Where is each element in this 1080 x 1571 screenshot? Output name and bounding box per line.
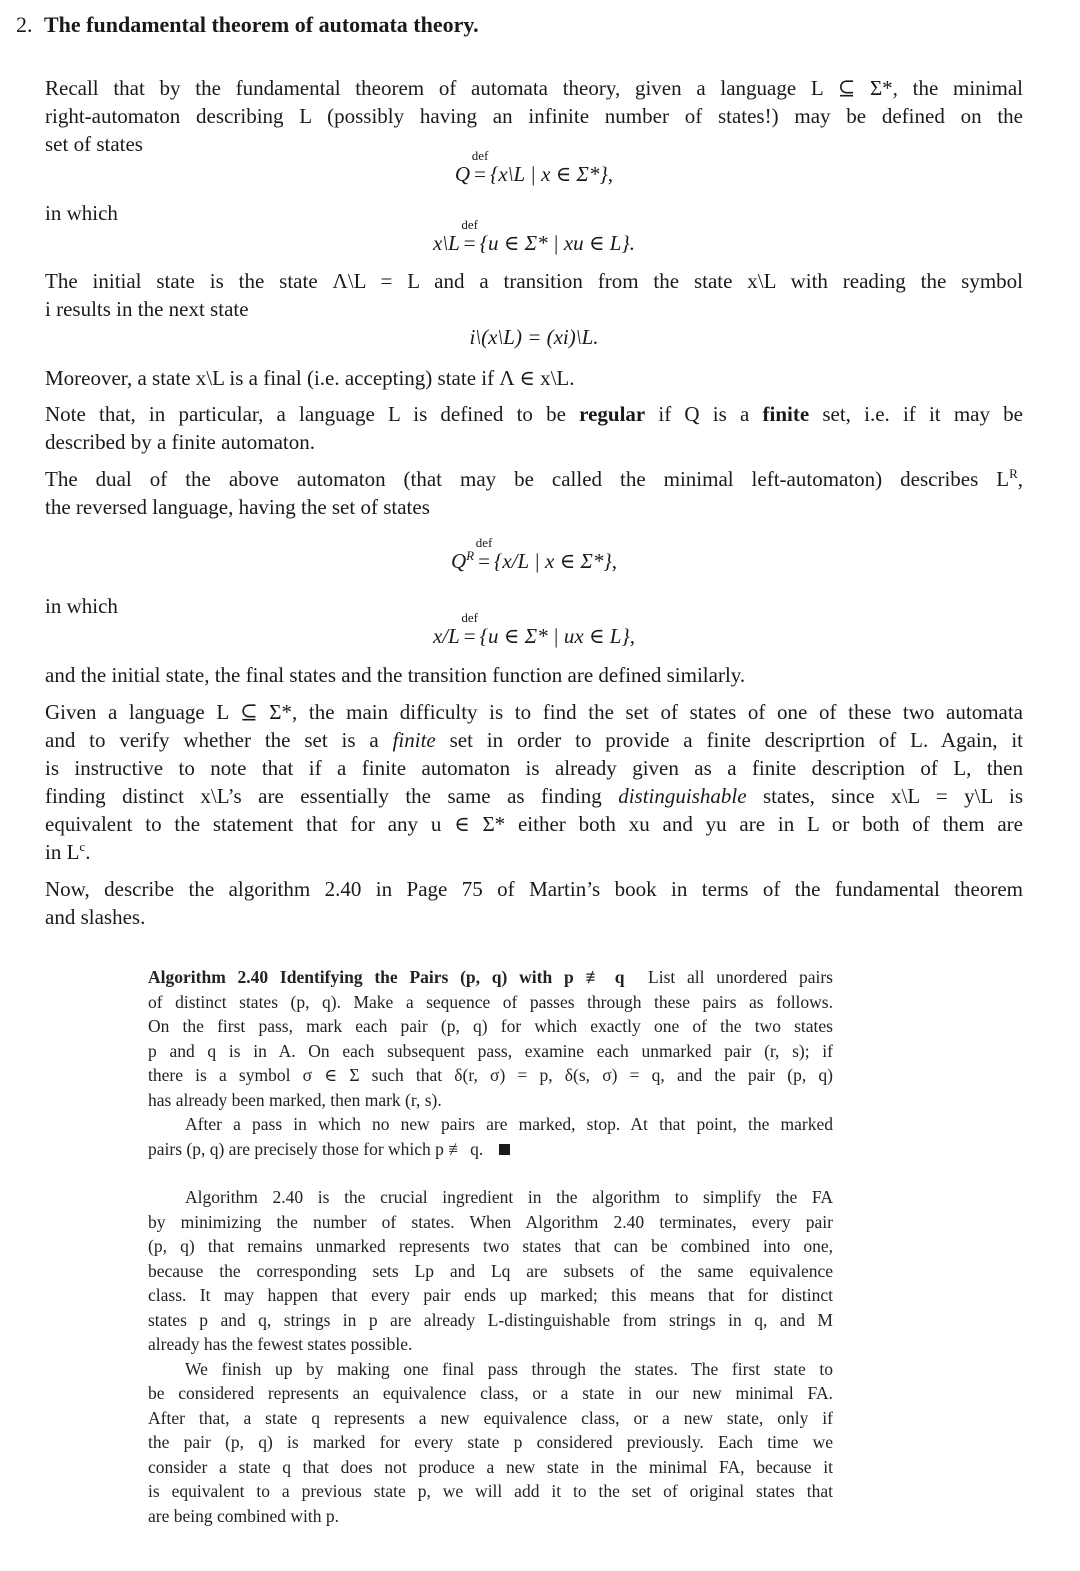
text-line: and to verify whether the set is a finite set in order to provide a finite descriprtion of L. Again, it (45, 728, 1024, 752)
in-which-label-2: in which (45, 594, 118, 618)
book-excerpt-algorithm (148, 965, 833, 1161)
text-line: is instructive to note that if a finite automaton is already given as a finite description of L, then (45, 756, 1023, 780)
text-line: The dual of the above automaton (that may be called the minimal left-automaton) describes $L^R$, (45, 466, 1023, 491)
text-line: are being combined with p. (148, 1505, 339, 1526)
text-line: equivalent to the statement that for any u ∈ Σ* either both xu and yu are in L or both of them are (45, 812, 1023, 836)
text-line: p and q is in A. On each subsequent pass, examine each unmarked pair (r, s); if (148, 1040, 833, 1061)
section-number: 2. (16, 12, 33, 37)
text-line: by minimizing the number of states. When Algorithm 2.40 terminates, every pair (148, 1211, 833, 1232)
text-line: Algorithm 2.40 is the crucial ingredient in the algorithm to simplify the FA (185, 1187, 833, 1207)
equation-left-quotient: x/L def = {u ∈ Σ* | ux ∈ L}, (432, 610, 636, 648)
text-line: Now, describe the algorithm 2.40 in Page 75 of Martin’s book in terms of the fundamental theorem (45, 877, 1023, 901)
equation-transition: i\(x\L) = (xi)\L. (469, 325, 599, 349)
text-line: class. It may happen that every pair ends up marked; this means that for distinct (148, 1285, 833, 1305)
text-line: the pair (p, q) is marked for every state p considered previously. Each time we (148, 1432, 833, 1452)
text-line: and slashes. (45, 905, 146, 929)
intro-paragraph (45, 74, 1023, 158)
text-line: pairs (p, q) are precisely those for which p ≢ q. (148, 1137, 833, 1162)
text-line: has already been marked, then mark (r, s). (148, 1089, 442, 1110)
text-line: (p, q) that remains unmarked represents two states that can be combined into one, (148, 1236, 833, 1256)
text-line: there is a symbol σ ∈ Σ such that δ(r, σ) = p, δ(s, σ) = q, and the pair (p, q) (148, 1065, 833, 1085)
text-line: After a pass in which no new pairs are marked, stop. At that point, the marked (185, 1114, 833, 1134)
text-line: Note that, in particular, a language L is defined to be regular if Q is a finite set, i.e. if it may be (45, 402, 1023, 426)
text-line: already has the fewest states possible. (148, 1334, 413, 1354)
similarly-paragraph: and the initial state, the final states and the transition function are defined similarly. (45, 663, 746, 687)
dual-paragraph (45, 465, 1023, 521)
equation-left-states: $Q^R$ def = {x/L | x ∈ Σ*}, (450, 535, 618, 573)
task-paragraph (45, 875, 1023, 931)
text-line: of distinct states (p, q). Make a sequence of passes through these pairs as follows. (148, 991, 833, 1012)
final-state-paragraph: Moreover, a state x\L is a final (i.e. accepting) state if Λ ∈ x\L. (45, 366, 575, 390)
text-line: Recall that by the fundamental theorem of automata theory, given a language L ⊆ Σ*, the minimal (45, 76, 1023, 100)
equation-right-quotient: x\L def = {u ∈ Σ* | xu ∈ L}. (432, 217, 636, 255)
initial-state-paragraph (45, 267, 1023, 323)
text-line: states p and q, strings in p are already L-distinguishable from strings in q, and M (148, 1309, 833, 1330)
qed-square-icon (499, 1144, 510, 1155)
text-line: On the first pass, mark each pair (p, q) for which exactly one of the two states (148, 1016, 833, 1036)
algorithm-title-line: Algorithm 2.40 Identifying the Pairs (p, q) with p ≢ q List all unordered pairs (148, 967, 833, 987)
text-line: We finish up by making one final pass through the states. The first state to (185, 1358, 833, 1379)
text-line: described by a finite automaton. (45, 430, 315, 454)
text-line: consider a state q that does not produce a new state in the minimal FA, because it (148, 1456, 833, 1477)
algorithm-title: Algorithm 2.40 Identifying the Pairs (p, q) with p ≢ q (148, 967, 625, 987)
text-line: because the corresponding sets Lp and Lq are subsets of the same equivalence (148, 1260, 833, 1281)
text-line: be considered represents an equivalence class, or a state in our new minimal FA. (148, 1383, 833, 1403)
section-title: The fundamental theorem of automata theory. (44, 12, 479, 37)
text-line: set of states (45, 132, 143, 156)
given-paragraph (45, 698, 1023, 866)
text-line: is equivalent to a previous state p, we will add it to the set of original states that (148, 1481, 833, 1501)
text-line: right-automaton describing L (possibly having an infinite number of states!) may be defined on the (45, 104, 1023, 128)
text-line: finding distinct x\L’s are essentially the same as finding distinguishable states, since x\L = y\L is (45, 784, 1024, 808)
book-excerpt-para1 (148, 1185, 833, 1528)
section-heading (16, 10, 479, 40)
text-line: Given a language L ⊆ Σ*, the main difficulty is to find the set of states of one of these two automata (45, 700, 1023, 724)
text-line: The initial state is the state Λ\L = L and a transition from the state x\L with reading the symbol (45, 269, 1023, 293)
equation-states: Q def = {x\L | x ∈ Σ*}, (454, 148, 614, 186)
text-line: i results in the next state (45, 297, 249, 321)
regular-note-paragraph (45, 400, 1023, 456)
text-line: the reversed language, having the set of states (45, 495, 430, 519)
text-line: After that, a state q represents a new equivalence class, or a new state, only if (148, 1407, 833, 1428)
in-which-label-1: in which (45, 201, 118, 225)
text-line: in $L^c$. (45, 839, 91, 864)
